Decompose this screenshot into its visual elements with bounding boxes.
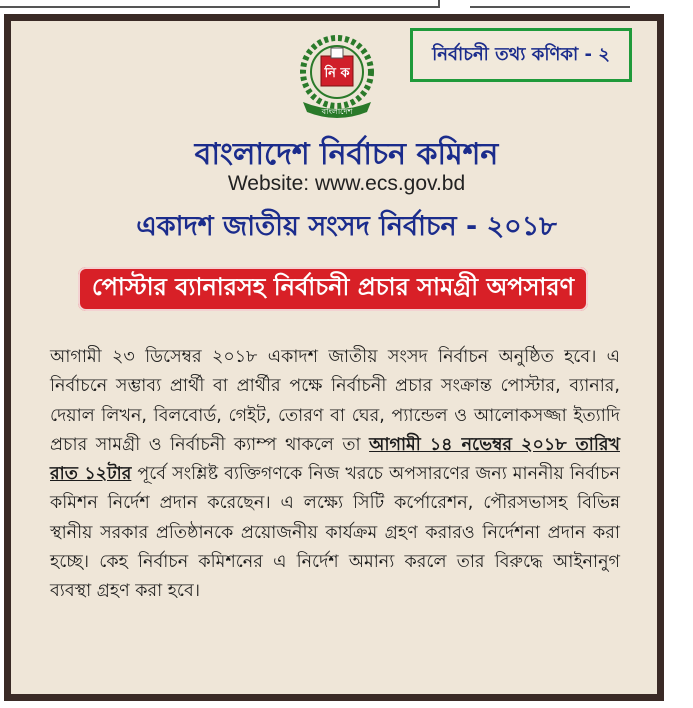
website-line: Website: www.ecs.gov.bd: [227, 172, 466, 195]
info-leaflet-badge: [410, 28, 632, 82]
body-text-part1: আগামী ২৩ ডিসেম্বর ২০১৮ একাদশ জাতীয় সংসদ নির্বাচন অনুষ্ঠিত হবে। এ নির্বাচনে সম্ভাব্য প্রার্থী বা প্রার্থীর পক্ষে নির্বাচনী প্রচার সংক্রান্ত পোস্টার, ব্যানার, দেয়াল লিখন, বিলবোর্ড, গেইট, তোরণ বা ঘের, প্যান্ডেল ও আলোকসজ্জা ইত্যাদি প্রচার সামগ্রী ও নির্বাচনী ক্যাম্প থাকলে তা: [50, 347, 620, 455]
top-strip-left: [0, 0, 440, 8]
organization-title: বাংলাদেশ নির্বাচন কমিশন: [194, 137, 499, 172]
logo-ribbon-text: বাংলাদেশ: [321, 107, 353, 116]
election-commission-logo-icon: [293, 32, 381, 120]
election-title: একাদশ জাতীয় সংসদ নির্বাচন - ২০১৮: [136, 211, 557, 242]
deadline-highlight: আগামী ১৪ নভেম্বর ২০১৮ তারিখ রাত ১২টার: [50, 434, 620, 485]
notice-banner: [78, 267, 588, 311]
top-strip-right: [470, 0, 630, 8]
badge-text: নির্বাচনী তথ্য কণিকা - ২: [432, 43, 610, 65]
notice-body: [50, 343, 620, 607]
logo-box-text: নি ক: [324, 66, 350, 81]
banner-text: পোস্টার ব্যানারসহ নির্বাচনী প্রচার সামগ্রী অপসারণ: [91, 273, 575, 301]
body-text-part2: পূর্বে সংশ্লিষ্ট ব্যক্তিগণকে নিজ খরচে অপসারণের জন্য মাননীয় নির্বাচন কমিশন নির্দেশ প্রদান করেছেন। এ লক্ষ্যে সিটি কর্পোরেশন, পৌরসভাসহ বিভিন্ন স্থানীয় সরকার প্রতিষ্ঠানকে প্রয়োজনীয় কার্যক্রম গ্রহণ করারও নির্দেশনা প্রদান করা হচ্ছে। কেহ নির্বাচন কমিশনের এ নির্দেশ অমান্য করলে তার বিরুদ্ধে আইনানুগ ব্যবস্থা গ্রহণ করা হবে।: [50, 464, 620, 602]
